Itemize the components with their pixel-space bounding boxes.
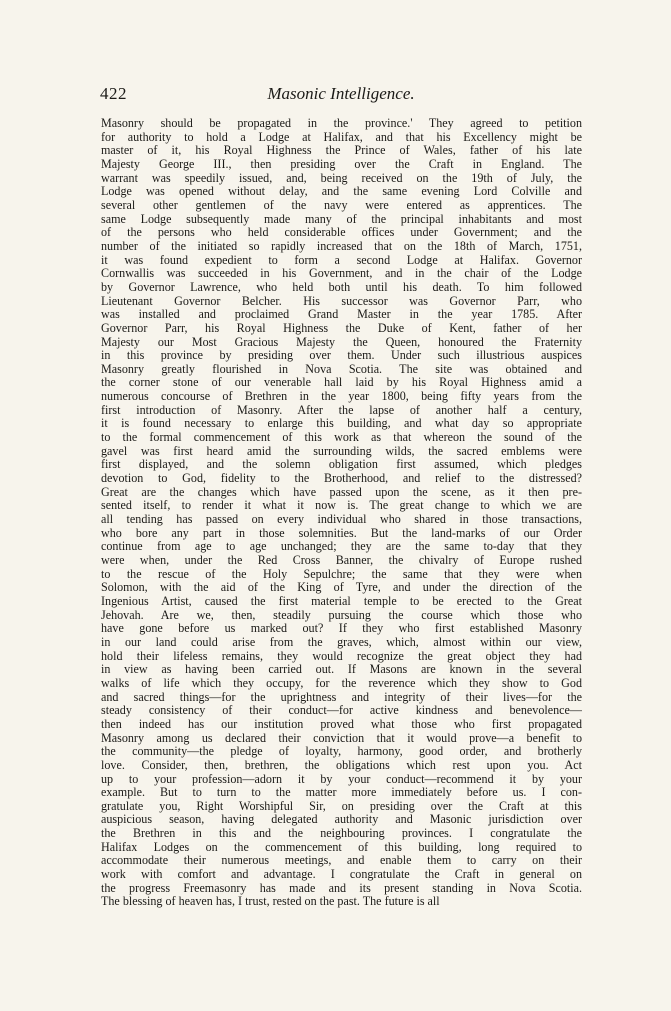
text-line: warrant was speedily issued, and, being received on the 19th of July, the — [101, 171, 582, 185]
text-line: The blessing of heaven has, I trust, rested on the past. The future is all — [101, 895, 440, 909]
text-line: in our land could arise from the graves, which, almost within our view, — [101, 635, 582, 649]
text-line: Great are the changes which have passed upon the scene, as it then pre- — [101, 485, 582, 499]
text-line: number of the initiated so rapidly increased that on the 18th of March, 1751, — [101, 239, 582, 253]
text-line: Halifax Lodges on the commencement of this building, long required to — [101, 840, 582, 854]
text-line: to the rescue of the Holy Sepulchre; the same that they were when — [101, 567, 582, 581]
running-title: Masonic Intelligence. — [267, 84, 415, 103]
page-header — [100, 84, 582, 104]
text-line: Lieutenant Governor Belcher. His successor was Governor Parr, who — [101, 294, 582, 308]
text-line: continue from age to age unchanged; they are the same to-day that they — [101, 540, 582, 554]
text-line: it is found necessary to enlarge this building, and what day so appropriate — [101, 417, 582, 431]
page-number: 422 — [100, 84, 127, 103]
text-line: example. But to turn to the matter more immediately before us. I con- — [101, 786, 582, 800]
text-line: devotion to God, fidelity to the Brotherhood, and relief to the distressed? — [101, 472, 582, 486]
text-line: who bore any part in those solemnities. But the land-marks of our Order — [101, 526, 582, 540]
text-line: up to your profession—adorn it by your conduct—recommend it by your — [101, 772, 582, 786]
text-line: was installed and proclaimed Grand Master in the year 1785. After — [101, 308, 582, 322]
text-line: Ingenious Artist, caused the first material temple to be erected to the Great — [101, 594, 582, 608]
text-line: Masonry should be propagated in the province.' They agreed to petition — [101, 117, 582, 130]
text-line: for authority to hold a Lodge at Halifax, and that his Excellency might be — [101, 130, 582, 144]
text-line: first introduction of Masonry. After the lapse of another half a century, — [101, 403, 582, 417]
text-line: work with comfort and advantage. I congratulate the Craft in general on — [101, 868, 582, 882]
body-text — [101, 117, 582, 909]
text-line: Jehovah. Are we, then, steadily pursuing the course which those who — [101, 608, 582, 622]
text-line: Governor Parr, his Royal Highness the Duke of Kent, father of her — [101, 321, 582, 335]
text-line: auspicious season, having delegated authority and Masonic jurisdiction over — [101, 813, 582, 827]
text-line: the community—the pledge of loyalty, harmony, good order, and brotherly — [101, 745, 582, 759]
text-line: of the persons who held considerable offices under Government; and the — [101, 226, 582, 240]
text-line: Majesty our Most Gracious Majesty the Queen, honoured the Fraternity — [101, 335, 582, 349]
text-line: Masonry among us declared their conviction that it would prove—a benefit to — [101, 731, 582, 745]
text-line: Cornwallis was succeeded in his Government, and in the chair of the Lodge — [101, 267, 582, 281]
text-line: gavel was first heard amid the surrounding wilds, the sacred emblems were — [101, 444, 582, 458]
text-line: steady consistency of their conduct—for active kindness and benevolence— — [101, 704, 582, 718]
text-line: same Lodge subsequently made many of the principal inhabitants and most — [101, 212, 582, 226]
text-line: the corner stone of our venerable hall laid by his Royal Highness amid a — [101, 376, 582, 390]
text-line: the Brethren in this and the neighbouring provinces. I congratulate the — [101, 827, 582, 841]
text-line: sented itself, to render it what it now is. The great change to which we are — [101, 499, 582, 513]
text-line: gratulate you, Right Worshipful Sir, on presiding over the Craft at this — [101, 799, 582, 813]
text-line: accommodate their numerous meetings, and enable them to carry on their — [101, 854, 582, 868]
text-line: and sacred things—for the uprightness and integrity of their lives—for the — [101, 690, 582, 704]
text-line: master of it, his Royal Highness the Prince of Wales, father of his late — [101, 144, 582, 158]
text-line: then indeed has our institution proved what those who first propagated — [101, 717, 582, 731]
text-line: to the formal commencement of this work as that whereon the sound of the — [101, 431, 582, 445]
text-line: Lodge was opened without delay, and the same evening Lord Colville and — [101, 185, 582, 199]
text-line: have gone before us marked out? If they who first established Masonry — [101, 622, 582, 636]
text-line: it was found expedient to form a second Lodge at Halifax. Governor — [101, 253, 582, 267]
text-line: the progress Freemasonry has made and its present standing in Nova Scotia. — [101, 881, 582, 895]
text-line: first displayed, and the solemn obligation first assumed, which pledges — [101, 458, 582, 472]
text-line: numerous concourse of Brethren in the year 1800, being fifty years from the — [101, 390, 582, 404]
text-line: several other gentlemen of the navy were entered as apprentices. The — [101, 198, 582, 212]
text-line: Majesty George III., then presiding over the Craft in England. The — [101, 157, 582, 171]
text-line: in this province by presiding over them. Under such illustrious auspices — [101, 349, 582, 363]
text-line: all tending has passed on every individual who shared in those transactions, — [101, 513, 582, 527]
text-line: by Governor Lawrence, who held both until his death. To him followed — [101, 280, 582, 294]
text-line: Masonry greatly flourished in Nova Scotia. The site was obtained and — [101, 362, 582, 376]
text-line: Solomon, with the aid of the King of Tyre, and under the direction of the — [101, 581, 582, 595]
text-line: hold their lifeless remains, they would recognize the great object they had — [101, 649, 582, 663]
text-line: walks of life which they occupy, for the reverence which they show to God — [101, 676, 582, 690]
text-line: in view as having been carried out. If Masons are known in the several — [101, 663, 582, 677]
text-line: were when, under the Red Cross Banner, the chivalry of Europe rushed — [101, 554, 582, 567]
text-line: love. Consider, then, brethren, the obligations which rest upon you. Act — [101, 758, 582, 772]
